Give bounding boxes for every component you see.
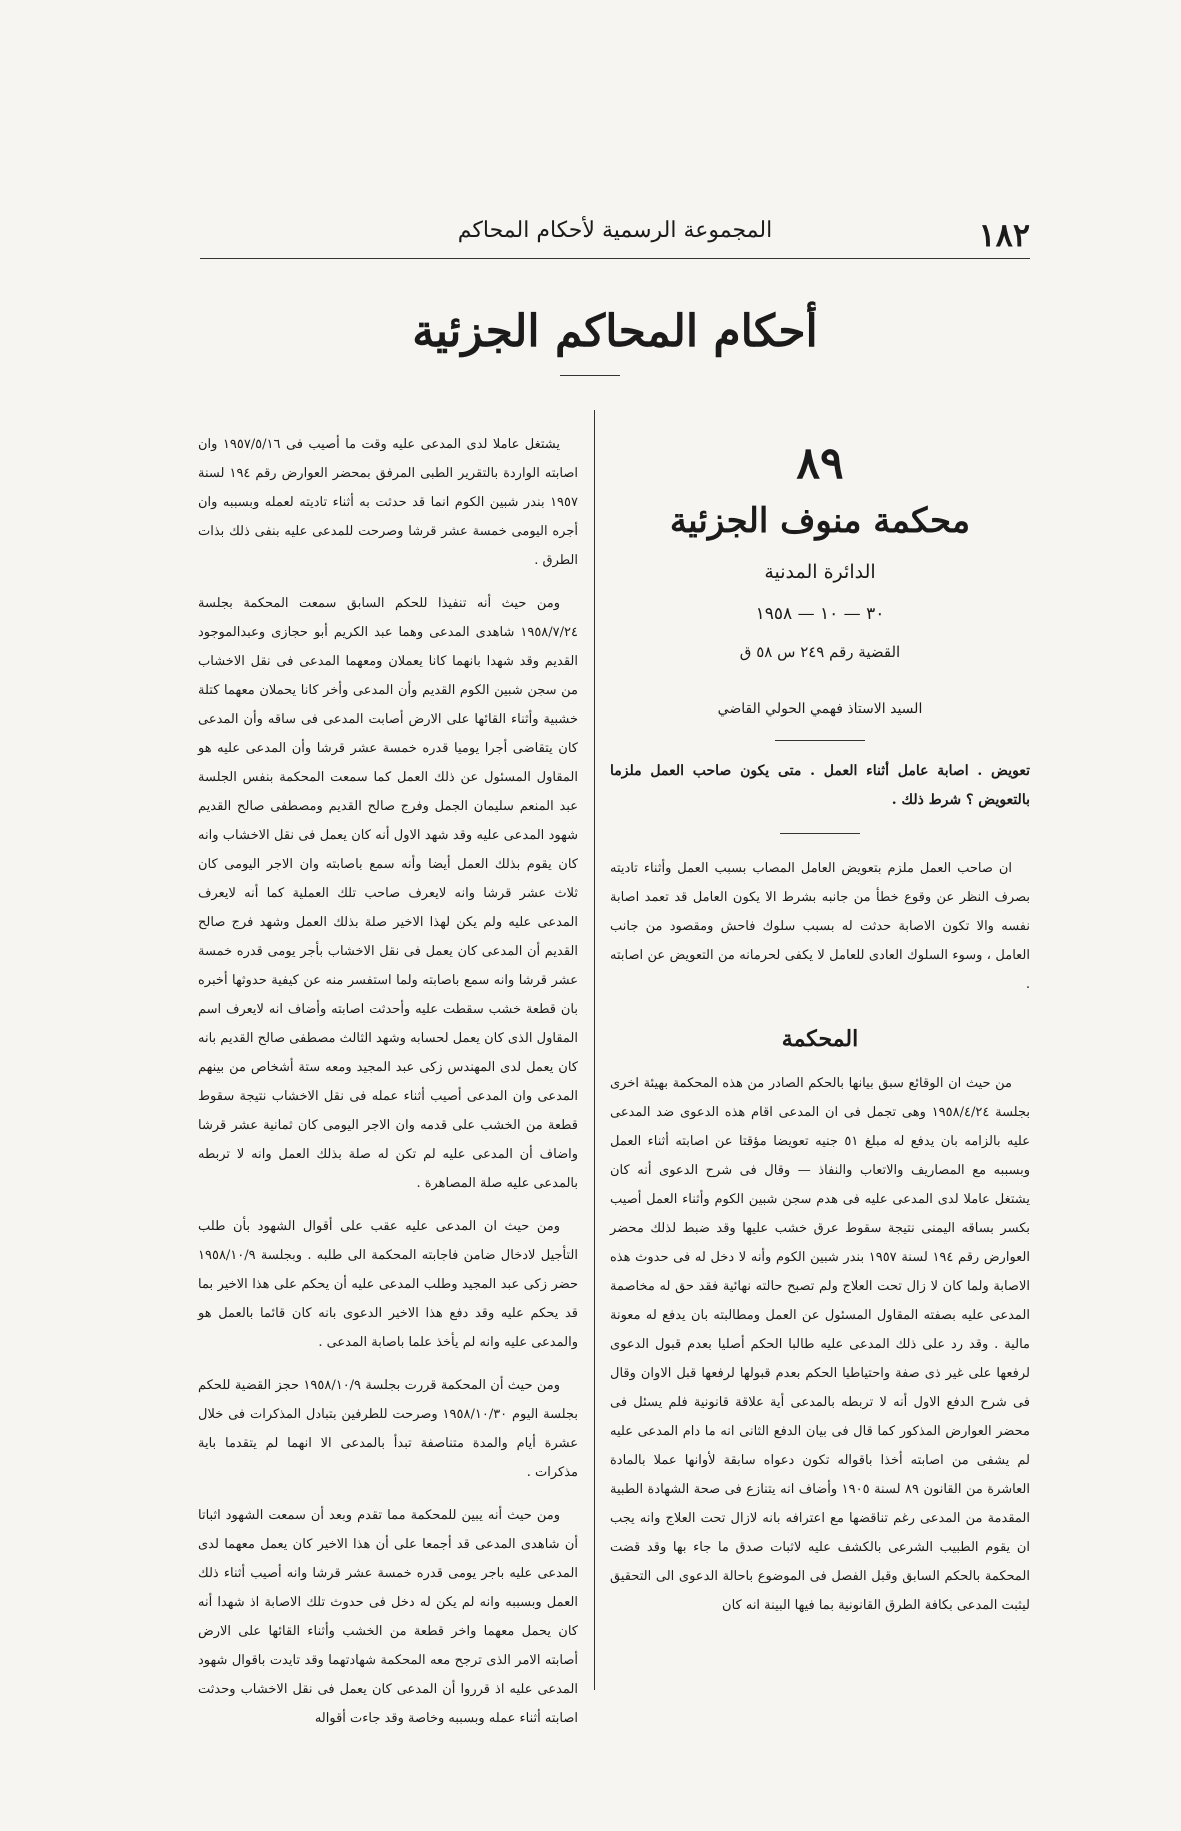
legal-principle: ان صاحب العمل ملزم بتعويض العامل المصاب بسبب العمل وأثناء تاديته بصرف النظر عن وقوع خطأ من جانبه بشرط الا يكون العامل قد تعمد اصابة نفسه والا تكون الاصابة حدثت له بسبب سلوك فاحش ومقصود من جانب العامل ، وسوء السلوك العادى للعامل لا يكفى لحرمانه من التعويض عن اصابته .	[610, 861, 1030, 992]
case-summary: تعويض . اصابة عامل أثناء العمل . متى يكون صاحب العمل ملزما بالتعويض ؟ شرط ذلك .	[610, 763, 1030, 808]
continuation-column	[198, 430, 578, 1747]
page-number: ١٨٢	[978, 216, 1030, 254]
running-header	[200, 214, 1030, 259]
ruling-heading: المحكمة	[781, 1026, 859, 1052]
court-circuit: الدائرة المدنية	[764, 561, 876, 583]
section-divider	[560, 375, 620, 376]
presiding-judge: السيد الاستاذ فهمي الحولي القاضي	[717, 701, 923, 717]
paragraph: ومن حيث أن المحكمة قررت بجلسة ١٩٥٨/١٠/٩ حجز القضية للحكم بجلسة اليوم ١٩٥٨/١٠/٣٠ وصرحت للطرفين بتبادل المذكرات فى خلال عشرة أيام والمدة متناصفة تبدأ بالمدعى الا انهما لم يتقدما باية مذكرات .	[198, 1378, 578, 1480]
paragraph: يشتغل عاملا لدى المدعى عليه وقت ما أصيب فى ١٩٥٧/٥/١٦ وان اصابته الواردة بالتقرير الطبى المرفق بمحضر العوارض رقم ١٩٤ لسنة ١٩٥٧ بندر شبين الكوم انما قد حدثت به أثناء تاديته لعمله وبسببه وان أجره اليومى خمسة عشر قرشا وصرحت للمدعى عليه بنفى ذلك بذات الطرق .	[198, 437, 578, 568]
column-divider	[594, 410, 595, 1690]
section-title: أحكام المحاكم الجزئية	[412, 306, 818, 357]
paragraph: ومن حيث أنه تنفيذا للحكم السابق سمعت المحكمة بجلسة ١٩٥٨/٧/٢٤ شاهدى المدعى وهما عبد الكريم أبو حجازى وعبدالموجود القديم وقد شهدا بانهما كانا يعملان ومعهما المدعى فى نقل الاخشاب من سجن شبين الكوم القديم وأن المدعى وأخر كانا يحملان معهما كتلة خشبية وأثناء القائها على الارض أصابت المدعى فى ساقه وأن المدعى كان يتقاضى أجرا يوميا قدره خمسة عشر قرشا وأن المدعى عليه هو المقاول المسئول عن ذلك العمل كما سمعت المحكمة بنفس الجلسة عبد المنعم سليمان الجمل وفرج صالح القديم ومصطفى صالح القديم شهود المدعى عليه وقد شهد الاول أنه كان يعمل فى نقل الاخشاب وانه كان يقوم بذلك العمل أيضا وأنه سمع باصابته وان الاجر اليومى كان ثلاث عشر قرشا وانه لايعرف صاحب تلك العملية كما أنه لايعرف المدعى عليه ولم يكن لهذا الاخير صلة بذلك العمل وشهد فرج صالح القديم أن المدعى كان يعمل فى نقل الاخشاب بأجر يومى قدره خمسة عشر قرشا وانه سمع باصابته ولما استفسر منه عن كيفية حدوثها أخبره بان قطعة خشب سقطت عليه وأحدثت اصابته وأضاف انه لايعرف اسم المقاول الذى كان يعمل لحسابه وشهد الثالث مصطفى صالح القديم بانه كان يعمل لدى المهندس زكى عبد المجيد ومعه ستة أشخاص من بينهم المدعى وان المدعى أصيب أثناء عمله فى نقل الاخشاب نتيجة سقوط قطعة من الخشب على قدمه وان الاجر اليومى كان ثمانية عشر قرشا واضاف أن المدعى عليه لم تكن له صلة بذلك العمل وانه لا تربطه بالمدعى عليه صلة المصاهرة .	[198, 596, 578, 1191]
case-number: ٨٩	[796, 438, 844, 489]
case-date: ٣٠ — ١٠ — ١٩٥٨	[755, 604, 885, 624]
summary-divider	[780, 833, 860, 834]
paragraph: ومن حيث أنه يبين للمحكمة مما تقدم وبعد أن سمعت الشهود اثباتا أن شاهدى المدعى قد أجمعا على أن هذا الاخير كان يعمل معهما لدى المدعى عليه باجر يومى قدره خمسة عشر قرشا وانه أصيب أثناء ذلك العمل وبسببه وانه لم يكن له دخل فى حدوث تلك الاصابة اذ شهدا أنه كان يحمل معهما واخر قطعة من الخشب وأثناء القائها على الارض أصابته الامر الذى ترجح معه المحكمة شهادتهما وقد تايدت باقوال شهود المدعى عليه اذ قرروا أن المدعى كان يعمل فى نقل الاخشاب وحدثت اصابته أثناء عمله وبسببه وخاصة وقد جاءت أقواله	[198, 1508, 578, 1726]
header-divider	[775, 740, 865, 741]
journal-title: المجموعة الرسمية لأحكام المحاكم	[457, 218, 773, 243]
court-name: محكمة منوف الجزئية	[669, 501, 971, 541]
case-reference: القضية رقم ٢٤٩ س ٥٨ ق	[739, 643, 901, 661]
case-column	[610, 430, 1030, 1620]
ruling-text: من حيث ان الوقائع سبق بيانها بالحكم الصادر من هذه المحكمة بهيئة اخرى بجلسة ١٩٥٨/٤/٢٤ وهى تجمل فى ان المدعى اقام هذه الدعوى ضد المدعى عليه بالزامه بان يدفع له مبلغ ٥١ جنيه تعويضا مؤقتا عن اصابته أثناء العمل وبسببه مع المصاريف والاتعاب والنفاذ — وقال فى شرح الدعوى أنه كان يشتغل عاملا لدى المدعى عليه فى هدم سجن شبين الكوم وأثناء العمل أصيب بكسر بساقه اليمنى نتيجة سقوط عرق خشب عليها وقد ضبط لذلك محضر العوارض رقم ١٩٤ لسنة ١٩٥٧ بندر شبين الكوم وأنه لا دخل له فى حدوث هذه الاصابة ولما كان لا زال تحت العلاج ولم تصبح حالته نهائية فقد حق له مخاصمة المدعى عليه بصفته المقاول المسئول عن العمل ومطالبته بان يدفع له معونة مالية . وقد رد على ذلك المدعى عليه طالبا الحكم أصليا بعدم قبول الدعوى لرفعها على غير ذى صفة واحتياطيا الحكم بعدم قبولها لرفعها قبل الاوان وقال فى شرح الدفع الاول أنه لا تربطه بالمدعى أية علاقة قانونية فلم يسئل فى محضر العوارض المذكور كما قال فى بيان الدفع الثانى انه ما دام المدعى عليه لم يشفى من اصابته أخذا باقواله تكون دعواه سابقة لأوانها عملا بالمادة العاشرة من القانون ٨٩ لسنة ١٩٠٥ وأضاف انه يتنازع فى صحة الشهادة الطبية المقدمة من المدعى رغم تناقضها مع اعترافه بانه لازال تحت العلاج وانه يجب ان يقوم الطبيب الشرعى بالكشف عليه لاثبات صدق ما جاء بها وقد قضت المحكمة بالحكم السابق وقبل الفصل فى الموضوع باحالة الدعوى الى التحقيق ليثبت المدعى بكافة الطرق القانونية بما فيها البينة انه كان	[610, 1076, 1031, 1613]
paragraph: ومن حيث ان المدعى عليه عقب على أقوال الشهود بأن طلب التأجيل لادخال ضامن فاجابته المحكمة الى طلبه . وبجلسة ١٩٥٨/١٠/٩ حضر زكى عبد المجيد وطلب المدعى عليه أن يحكم على هذا الاخير بما قد يحكم عليه وقد دفع هذا الاخير الدعوى بانه كان قائما بالعمل هو والمدعى عليه وانه لم يأخذ علما باصابة المدعى .	[198, 1219, 578, 1350]
